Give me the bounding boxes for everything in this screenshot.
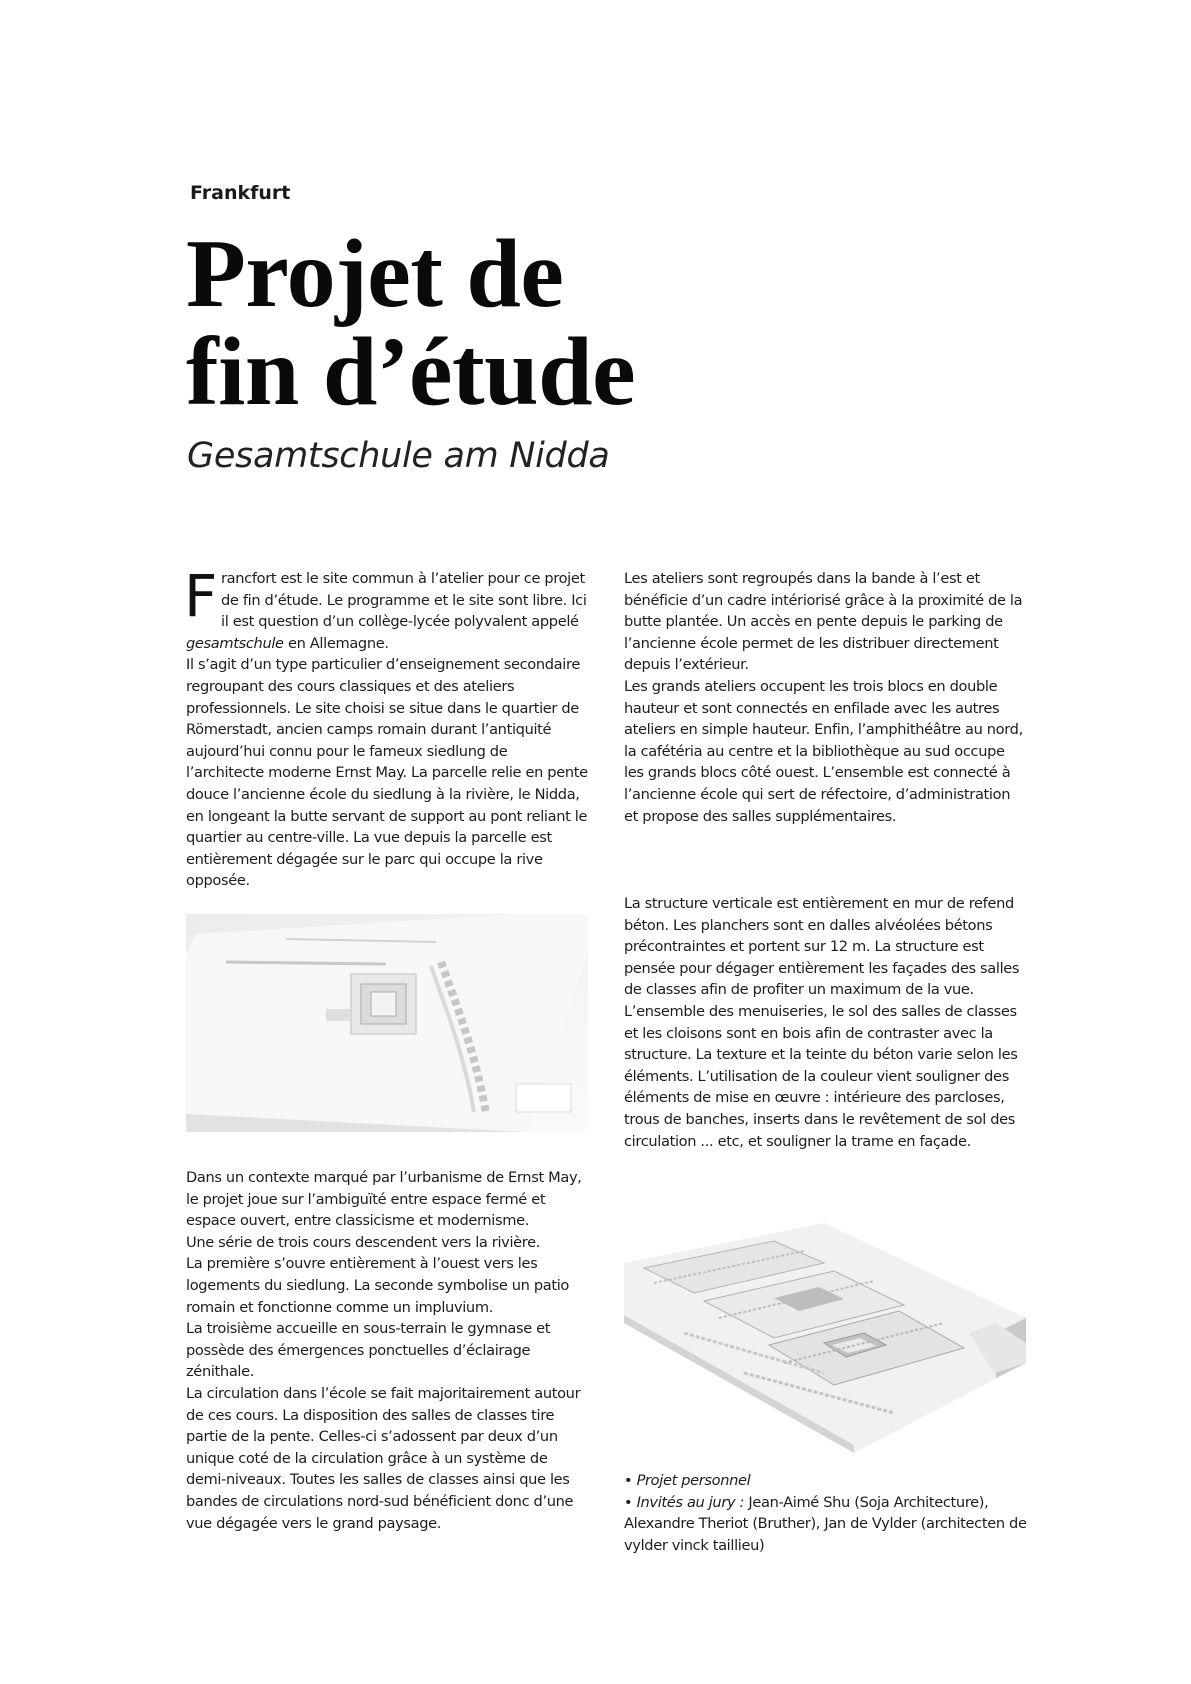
concept-paragraph-5: La circulation dans l’école se fait majoritairement autour de ces cours. La disposition des salles de classes tire partie de la pente. Celles-ci s’adossent par deux d’un unique coté de la circulation grâce à un système de demi-niveaux. Toutes les salles de classes ainsi que les bandes de circulations nord-sud bénéficient donc d’une vue dégagée vers le grand paysage. <box>186 1384 581 1532</box>
page-title <box>186 220 786 426</box>
credits-line-1 <box>624 1470 1044 1492</box>
concept-paragraph-4: La troisième accueille en sous-terrain le gymnase et possède des émergences ponctuelles d’éclairage zénithale. <box>186 1320 551 1381</box>
concept-paragraph-2: Une série de trois cours descendent vers la rivière. <box>186 1233 541 1251</box>
concept-paragraph-3: La première s’ouvre entièrement à l’ouest vers les logements du siedlung. La seconde symbolise un patio romain et fonctionne comme un impluvium. <box>186 1255 569 1316</box>
intro-paragraph <box>184 562 588 654</box>
intro-text-a: rancfort est le site commun à l’atelier pour ce projet de fin d’étude. Le programme et le site sont libre. Ici il est question d’un collège-lycée polyvalent appelé <box>221 570 587 631</box>
credits-guests-label: Invités au jury : <box>636 1493 745 1511</box>
title-line-2: fin d’étude <box>186 318 636 426</box>
title-line-1: Projet de <box>186 220 564 328</box>
credits-project-type: Projet personnel <box>636 1472 751 1489</box>
program-text-block <box>624 568 1026 827</box>
section-kicker: Frankfurt <box>190 182 291 204</box>
page-subtitle: Gesamtschule am Nidda <box>187 436 610 476</box>
site-model-illustration <box>186 914 588 1132</box>
concept-text-block <box>186 1167 588 1534</box>
credits-guests-list: Jean-Aimé Shu (Soja Architecture), Alexandre Theriot (Bruther), Jan de Vylder (architecten de vylder vinck taillieu) <box>624 1493 1027 1554</box>
credits-block <box>624 1470 1044 1556</box>
bullet-icon: • <box>624 1472 633 1489</box>
drop-cap: F <box>184 562 218 630</box>
program-paragraph-1: Les ateliers sont regroupés dans la bande à l’est et bénéficie d’un cadre intériorisé grâce à la proximité de la butte plantée. Un accès en pente depuis le parking de l’ancienne école permet de les distribuer directement depuis l’extérieur. <box>624 570 1023 674</box>
structure-text-block <box>624 893 1026 1152</box>
intro-text-emphasis: gesamtschule <box>186 634 284 652</box>
site-paragraph: Il s’agit d’un type particulier d’enseignement secondaire regroupant des cours classiques et des ateliers professionnels. Le site choisi se situe dans le quartier de Römerstadt, ancien camps romain durant l’antiquité aujourd’hui connu pour le fameux siedlung de l’architecte moderne Ernst May. La parcelle relie en pente douce l’ancienne école du siedlung à la rivière, le Nidda, en longeant la butte servant de support au pont reliant le quartier au centre-ville. La vue depuis la parcelle est entièrement dégagée sur le parc qui occupe la rive opposée. <box>186 656 588 890</box>
intro-text-block <box>184 562 588 892</box>
building-model-illustration <box>624 1223 1026 1453</box>
program-paragraph-2: Les grands ateliers occupent les trois blocs en double hauteur et sont connectés en enfilade avec les autres ateliers en simple hauteur. Enfin, l’amphithéâtre au nord, la cafétéria au centre et la bibliothèque au sud occupe les grands blocs côté ouest. L’ensemble est connecté à l’ancienne école qui sert de réfectoire, d’administration et propose des salles supplémentaires. <box>624 677 1023 825</box>
structure-paragraph: La structure verticale est entièrement en mur de refend béton. Les planchers sont en dalles alvéolées bétons précontraintes et portent sur 12 m. La structure est pensée pour dégager entièrement les façades des salles de classes afin de profiter un maximum de la vue. L’ensemble des menuiseries, le sol des salles de classes et les cloisons sont en bois afin de contraster avec la structure. La texture et la teinte du béton varie selon les éléments. L’utilisation de la couleur vient souligner des éléments de mise en œuvre : intérieure des parcloses, trous de banches, inserts dans le revêtement de sol des circulation ... etc, et souligner la trame en façade. <box>624 895 1020 1150</box>
bullet-icon: • <box>624 1493 633 1511</box>
credits-line-2 <box>624 1492 1044 1557</box>
intro-text-b: en Allemagne. <box>283 634 389 652</box>
site-model-photo <box>186 914 588 1132</box>
concept-paragraph-1: Dans un contexte marqué par l’urbanisme de Ernst May, le projet joue sur l’ambiguïté entre espace fermé et espace ouvert, entre classicisme et modernisme. <box>186 1169 582 1230</box>
building-model-photo <box>624 1223 1026 1453</box>
